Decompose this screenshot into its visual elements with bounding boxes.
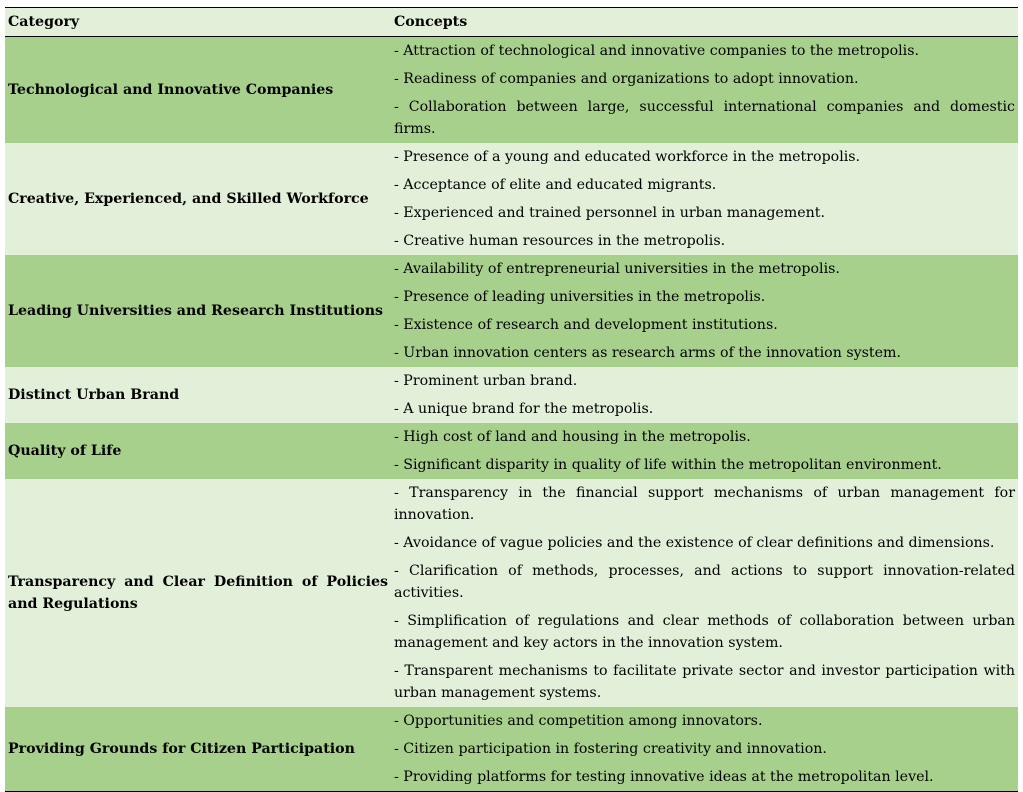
concept-item: - Avoidance of vague policies and the existence of clear definitions and dimensions. <box>394 535 995 551</box>
concept-item: - Transparent mechanisms to facilitate private sector and investor participation with urban management systems. <box>394 663 1015 701</box>
table-row <box>5 143 1018 255</box>
concept-item: - Experienced and trained personnel in urban management. <box>394 205 825 221</box>
concept-item: - Transparency in the financial support mechanisms of urban management for innovation. <box>394 485 1015 523</box>
concept-item: - Significant disparity in quality of life within the metropolitan environment. <box>394 457 942 473</box>
table-row <box>5 367 1018 423</box>
concept-item: - Attraction of technological and innovative companies to the metropolis. <box>394 43 920 59</box>
concept-item: - Presence of a young and educated workforce in the metropolis. <box>394 149 861 165</box>
concept-item: - A unique brand for the metropolis. <box>394 401 654 417</box>
concept-item: - Presence of leading universities in the metropolis. <box>394 289 766 305</box>
concepts-cell <box>391 367 1018 423</box>
table-row <box>5 423 1018 479</box>
concept-item: - Creative human resources in the metropolis. <box>394 233 726 249</box>
concept-item: - Opportunities and competition among innovators. <box>394 713 763 729</box>
category-cell: Creative, Experienced, and Skilled Workforce <box>8 191 369 207</box>
table-header-row <box>5 8 1018 37</box>
concept-item: - Prominent urban brand. <box>394 373 578 389</box>
concepts-cell <box>391 143 1018 255</box>
concept-item: - Availability of entrepreneurial universities in the metropolis. <box>394 261 840 277</box>
concept-item: - High cost of land and housing in the metropolis. <box>394 429 751 445</box>
category-cell: Transparency and Clear Definition of Policies and Regulations <box>8 574 388 612</box>
concept-item: - Simplification of regulations and clear methods of collaboration between urban management and key actors in the innovation system. <box>394 613 1015 651</box>
category-cell: Distinct Urban Brand <box>8 387 180 403</box>
concept-item: - Collaboration between large, successful international companies and domestic firms. <box>394 99 1015 137</box>
header-concepts: Concepts <box>391 8 1018 37</box>
concept-item: - Readiness of companies and organizations to adopt innovation. <box>394 71 859 87</box>
category-cell: Providing Grounds for Citizen Participation <box>8 741 355 757</box>
category-cell: Quality of Life <box>8 443 122 459</box>
concept-item: - Citizen participation in fostering creativity and innovation. <box>394 741 827 757</box>
concepts-cell <box>391 479 1018 707</box>
concepts-cell <box>391 423 1018 479</box>
header-category: Category <box>5 8 391 37</box>
concepts-cell <box>391 707 1018 792</box>
category-cell: Technological and Innovative Companies <box>8 82 334 98</box>
concept-item: - Existence of research and development institutions. <box>394 317 778 333</box>
table-row <box>5 479 1018 707</box>
concept-item: - Urban innovation centers as research arms of the innovation system. <box>394 345 901 361</box>
concepts-table <box>5 7 1018 792</box>
concepts-cell <box>391 37 1018 144</box>
table-row <box>5 707 1018 792</box>
concept-item: - Acceptance of elite and educated migrants. <box>394 177 717 193</box>
category-cell: Leading Universities and Research Institutions <box>8 303 383 319</box>
concepts-cell <box>391 255 1018 367</box>
concept-item: - Clarification of methods, processes, and actions to support innovation-related activities. <box>394 563 1015 601</box>
table-row <box>5 37 1018 144</box>
table-row <box>5 255 1018 367</box>
concept-item: - Providing platforms for testing innovative ideas at the metropolitan level. <box>394 769 934 785</box>
